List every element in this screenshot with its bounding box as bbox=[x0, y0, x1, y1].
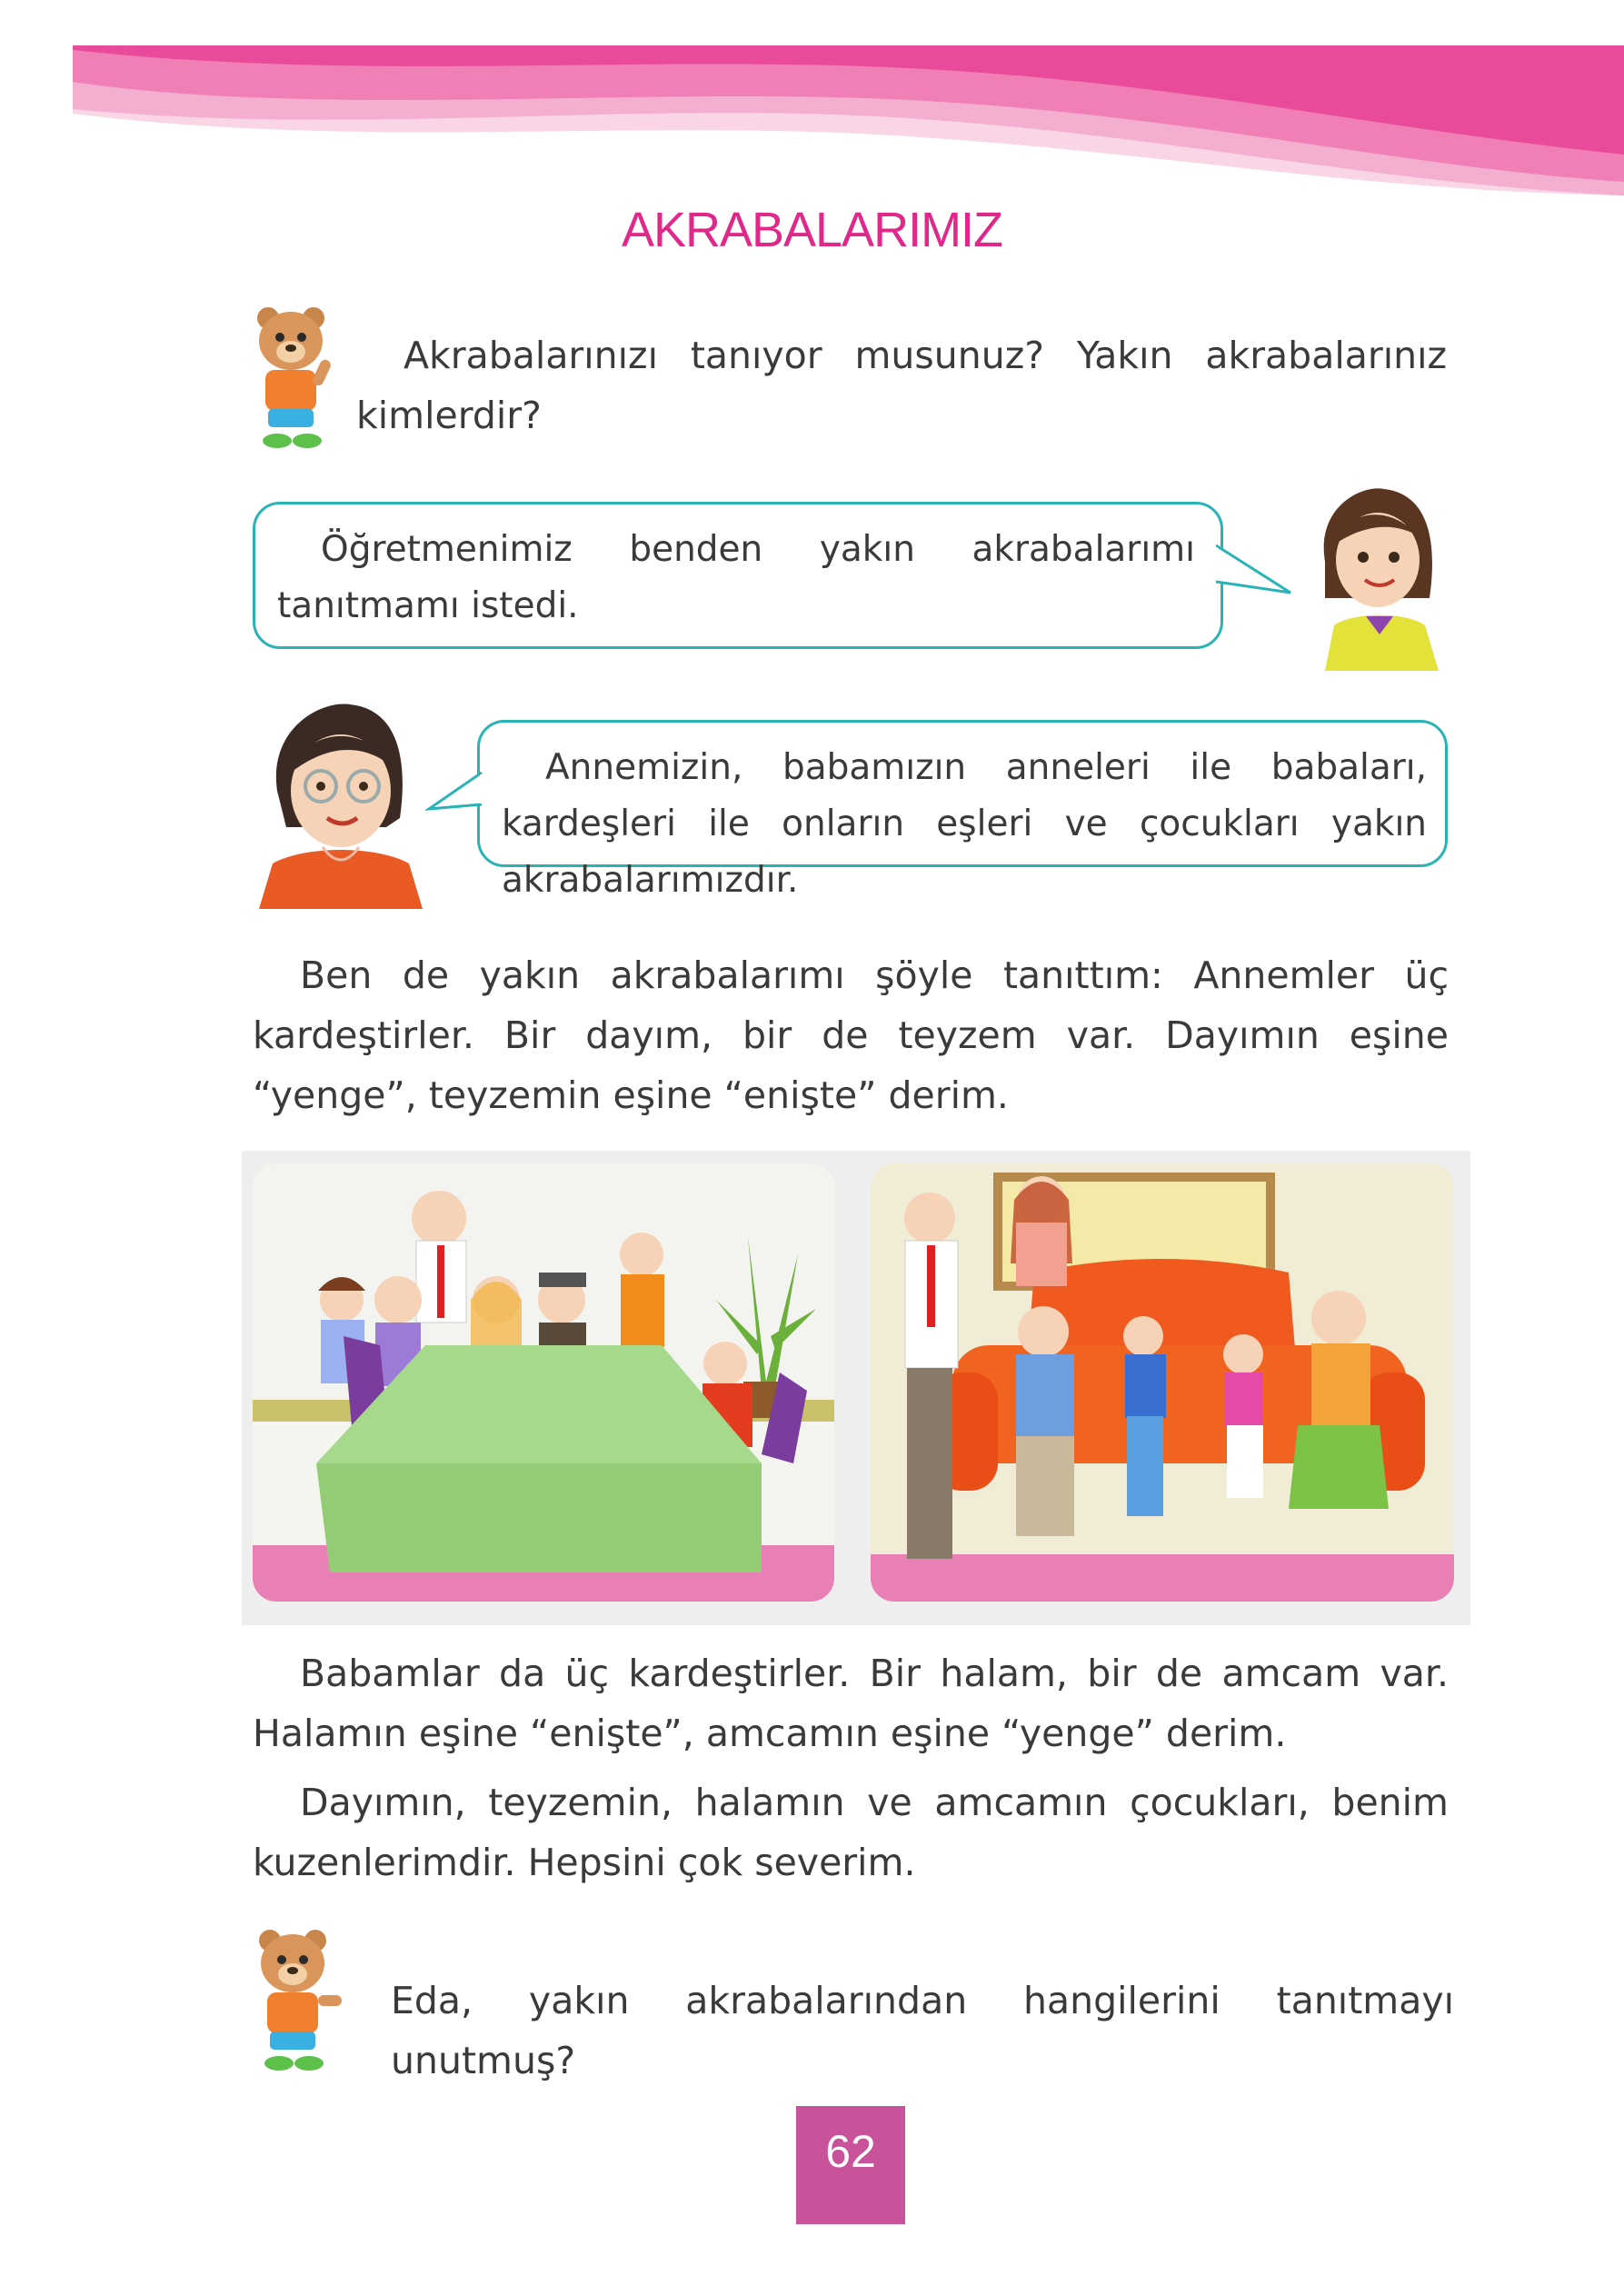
teacher-bubble-text: Annemizin, babamızın anneleri ile babaları, kardeşleri ile onların eşleri ve çocukları yakın akrabalarımızdır. bbox=[502, 747, 1427, 901]
girl-student-avatar bbox=[1307, 480, 1443, 671]
bear-mascot-icon bbox=[247, 1927, 347, 2072]
teacher-avatar bbox=[250, 691, 427, 909]
paragraph-2: Babamlar da üç kardeştirler. Bir halam, bir de amcam var. Halamın eşine “enişte”, amcamın eşine “yenge” derim. bbox=[253, 1652, 1449, 1755]
page-title: AKRABALARIMIZ bbox=[621, 203, 1003, 257]
bear-mascot-icon bbox=[245, 304, 345, 450]
paragraph-1: Ben de yakın akrabalarımı şöyle tanıttım: Annemler üç kardeştirler. Bir dayım, bir de teyzem var. Dayımın eşine “yenge”, teyzemin eşine “enişte” derim. bbox=[253, 953, 1449, 1117]
student-bubble-text: Öğretmenimiz benden yakın akrabalarımı tanıtmamı istedi. bbox=[277, 529, 1195, 626]
final-question: Eda, yakın akrabalarından hangilerini tanıtmayı unutmuş? bbox=[391, 1979, 1454, 2082]
intro-question: Akrabalarınızı tanıyor musunuz? Yakın akrabalarınız kimlerdir? bbox=[356, 334, 1447, 437]
paragraph-3: Dayımın, teyzemin, halamın ve amcamın çocukları, benim kuzenlerimdir. Hepsini çok severim. bbox=[253, 1781, 1449, 1884]
header-banner bbox=[0, 0, 1624, 218]
page-number: 62 bbox=[796, 2106, 905, 2224]
bubble-tail-right-icon bbox=[1216, 536, 1298, 609]
family-table-illustration bbox=[253, 1163, 834, 1602]
family-sofa-illustration bbox=[871, 1163, 1454, 1602]
bubble-tail-left-icon bbox=[425, 764, 483, 827]
